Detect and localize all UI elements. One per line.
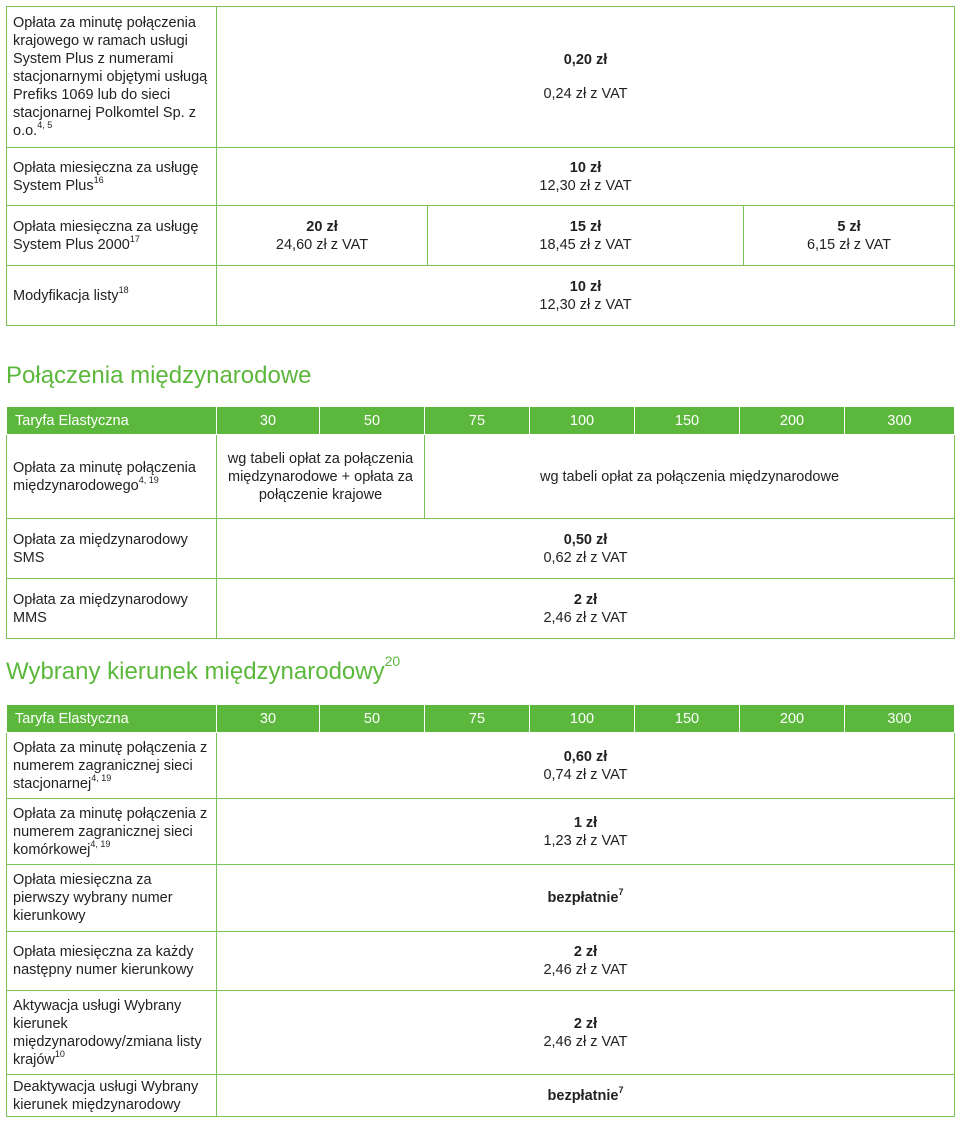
price-text: bezpłatnie	[547, 890, 619, 906]
table-row	[7, 148, 955, 206]
table-row	[7, 266, 955, 326]
net-price: 2 zł	[573, 591, 598, 608]
header-cell: 300	[845, 407, 955, 435]
price-cell	[217, 579, 955, 639]
header-cell: 150	[635, 407, 740, 435]
header-cell: 200	[740, 705, 845, 733]
footnote-ref: 18	[118, 284, 129, 295]
header-cell: 150	[635, 705, 740, 733]
price-cell	[217, 266, 955, 326]
price-cell	[428, 206, 744, 266]
footnote-ref: 4, 5	[37, 120, 53, 131]
row-label	[7, 435, 217, 519]
row-label	[7, 991, 217, 1075]
header-cell: Taryfa Elastyczna	[7, 705, 217, 733]
net-price: 10 zł	[569, 278, 602, 295]
row-label: Opłata za międzynarodowy MMS	[7, 579, 217, 639]
price-cell	[217, 1075, 955, 1117]
tariff-header-row	[7, 705, 955, 733]
section-title-selected-direction	[6, 653, 401, 686]
gross-price: 12,30 zł z VAT	[539, 296, 632, 313]
net-price	[223, 1084, 948, 1105]
price-cell	[217, 991, 955, 1075]
net-price: 2 zł	[573, 944, 598, 960]
table-row	[7, 1075, 955, 1117]
header-cell: 100	[530, 407, 635, 435]
header-cell: 30	[217, 407, 320, 435]
title-text: Wybrany kierunek międzynarodowy	[6, 658, 385, 685]
footnote-ref: 4, 19	[91, 772, 112, 783]
row-label	[7, 148, 217, 206]
label-text: Opłata miesięczna za usługę System Plus	[13, 159, 199, 194]
net-price	[223, 889, 948, 907]
price-cell	[217, 148, 955, 206]
gross-price: 6,15 zł z VAT	[806, 236, 892, 253]
price-cell	[217, 865, 955, 932]
table-row	[7, 435, 955, 519]
header-cell: Taryfa Elastyczna	[7, 407, 217, 435]
row-label: Opłata miesięczna za każdy następny numer kierunkowy	[7, 932, 217, 991]
label-text: Opłata za minutę połączenia z numerem zagranicznej sieci stacjonarnej	[13, 739, 208, 792]
gross-price: 0,74 zł z VAT	[543, 766, 628, 783]
footnote-ref: 7	[618, 887, 624, 898]
net-price: 0,50 zł	[563, 531, 608, 548]
price-cell	[217, 206, 428, 266]
net-price: 1 zł	[573, 814, 598, 831]
gross-price: 0,24 zł z VAT	[543, 86, 628, 102]
price-cell	[217, 7, 955, 148]
row-label	[7, 206, 217, 266]
gross-price: 1,23 zł z VAT	[543, 832, 628, 849]
table-row	[7, 865, 955, 932]
row-label	[7, 266, 217, 326]
system-plus-table	[6, 6, 955, 326]
header-cell: 100	[530, 705, 635, 733]
text-cell: wg tabeli opłat za połączenia międzynarodowe + opłata za połączenie krajowe	[217, 435, 425, 519]
price-cell	[217, 799, 955, 865]
table-row	[7, 932, 955, 991]
row-label	[7, 7, 217, 148]
net-price: 20 zł	[306, 218, 338, 235]
price-cell	[744, 206, 955, 266]
net-price: 0,20 zł	[563, 52, 608, 68]
table-row	[7, 7, 955, 148]
price-cell	[217, 519, 955, 579]
label-text: Opłata za minutę połączenia z numerem zagranicznej sieci komórkowej	[13, 805, 208, 858]
table-row	[7, 206, 955, 266]
net-price: 15 zł	[569, 218, 602, 235]
net-price: 2 zł	[573, 1015, 598, 1032]
footnote-ref: 4, 19	[138, 474, 159, 485]
footnote-ref: 17	[129, 233, 140, 244]
footnote-ref: 16	[93, 174, 104, 185]
footnote-ref: 10	[54, 1048, 65, 1059]
price-text: bezpłatnie	[547, 1087, 619, 1104]
tariff-header-row	[7, 407, 955, 435]
gross-price: 2,46 zł z VAT	[543, 1033, 628, 1050]
row-label: Deaktywacja usługi Wybrany kierunek międzynarodowy	[7, 1075, 217, 1117]
label-text: Opłata za minutę połączenia krajowego w ramach usługi System Plus z numerami stacjonarnymi objętymi usługą Prefiks 1069 lub do sieci stacjonarnej Polkomtel Sp. z o.o.	[13, 15, 208, 139]
price-cell	[217, 733, 955, 799]
price-cell	[217, 932, 955, 991]
gross-price: 12,30 zł z VAT	[539, 177, 632, 194]
row-label: Opłata za międzynarodowy SMS	[7, 519, 217, 579]
net-price: 10 zł	[569, 159, 602, 176]
row-label: Opłata miesięczna za pierwszy wybrany numer kierunkowy	[7, 865, 217, 932]
text-cell: wg tabeli opłat za połączenia międzynarodowe	[425, 435, 955, 519]
header-cell: 50	[320, 705, 425, 733]
gross-price: 18,45 zł z VAT	[539, 236, 632, 253]
row-label	[7, 799, 217, 865]
selected-direction-table	[6, 704, 955, 1117]
table-row	[7, 519, 955, 579]
section-title-international: Połączenia międzynarodowe	[6, 362, 312, 389]
net-price: 0,60 zł	[563, 748, 608, 765]
label-text: Opłata miesięczna za usługę System Plus 2000	[13, 218, 199, 253]
label-text: Modyfikacja listy	[13, 287, 119, 304]
table-row	[7, 579, 955, 639]
table-row	[7, 799, 955, 865]
header-cell: 75	[425, 705, 530, 733]
header-cell: 75	[425, 407, 530, 435]
label-text: Aktywacja usługi Wybrany kierunek międzynarodowy/zmiana listy krajów	[13, 997, 202, 1068]
header-cell: 30	[217, 705, 320, 733]
table-row	[7, 991, 955, 1075]
footnote-ref: 4, 19	[90, 838, 111, 849]
header-cell: 50	[320, 407, 425, 435]
table-row	[7, 733, 955, 799]
footnote-ref: 20	[384, 653, 401, 669]
header-cell: 200	[740, 407, 845, 435]
gross-price: 2,46 zł z VAT	[543, 962, 628, 978]
gross-price: 24,60 zł z VAT	[275, 236, 369, 253]
net-price: 5 zł	[837, 218, 861, 235]
gross-price: 2,46 zł z VAT	[543, 609, 628, 626]
row-label	[7, 733, 217, 799]
label-text: Opłata za minutę połączenia międzynarodowego	[13, 459, 196, 494]
footnote-ref: 7	[618, 1084, 624, 1095]
header-cell: 300	[845, 705, 955, 733]
gross-price: 0,62 zł z VAT	[543, 549, 628, 566]
international-table	[6, 406, 955, 639]
